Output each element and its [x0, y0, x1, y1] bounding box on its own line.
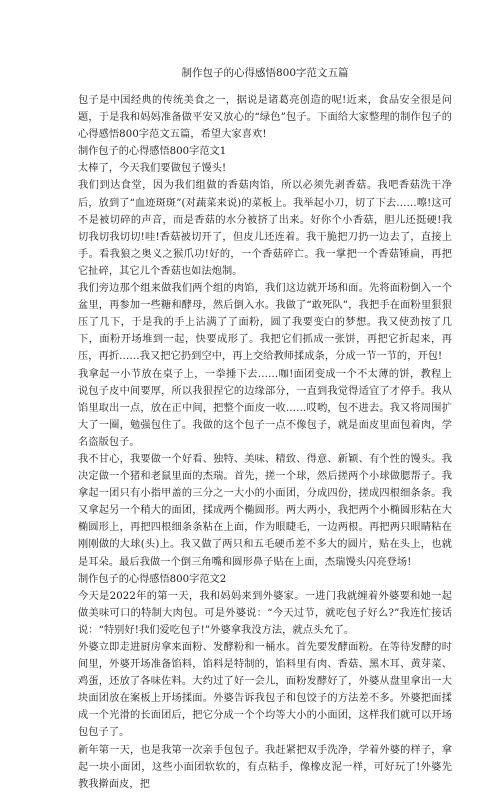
document-title: 制作包子的心得感悟800字范文五篇 — [181, 67, 349, 79]
document-body — [78, 92, 452, 793]
intro-paragraph: 包子是中国经典的传统美食之一，据说是诸葛亮创造的呢!近来，食品安全很是问题，于是我和妈妈准备做平安又放心的“绿色”包子。下面给大家整理的制作包子的心得感悟800字范文五篇，希望大家喜欢! — [78, 95, 452, 141]
body-paragraph: 外婆立即走进厨房拿来面粉、发酵粉和一桶水。首先要发酵面粉。在等待发酵的时间里，外婆开场准备馅料，馅料是特制的，馅料里有肉、香菇、黑木耳、黄芽菜、鸡蛋，还放了各味佐料。大约过了好一会儿，面粉发酵好了，外婆从盘里拿出一大块面团放在案板上开场揉面。外婆告诉我包子和包饺子的方法差不多。外婆把面揉成一个光滑的长面团后，把它分成一个个均等大小的小面团，这样我们就可以开场包包子了。 — [78, 642, 452, 739]
section-heading-1: 制作包子的心得感悟800字范文1 — [78, 146, 227, 158]
body-paragraph: 太棒了，今天我们要做包子馒头! — [78, 163, 227, 175]
section-heading-2: 制作包子的心得感悟800字范文2 — [78, 573, 227, 585]
body-paragraph: 我们旁边那个组来做我们两个组的肉馅，我们这边就开场和面。先将面粉倒入一个盆里，再参加一些糖和酵母，然后倒入水。我做了“敢死队”，我把手在面粉里狠狠压了几下，于是我的手上沾满了了面粉，圆了我要变白的梦想。我又使劲按了几下，面粉开场堆到一起，快要成形了。我把它们抓成一张饼，再把它折起来，再压，再折……我又把它扔到空中，再上交给教师揉成条，分成一节一节的，开包! — [78, 283, 452, 363]
body-paragraph: 我不甘心，我要做一个好看、独特、美味、精致、得意、新颖、有个性的馒头。我决定做一个猪和老鼠里面的杰瑞。首先，搓一个球，然后搓两个小球做腮帮子。我拿起一团只有小指甲盖的三分之一大小的小面团，分成四份，搓成四根细条条。我又拿起另一个稍大的面团，揉成两个椭圆形。两大两小，我把两个小椭圆形粘在大椭圆形上，再把四根细条条粘在上面，作为眼睫毛，一边两根。再把两只眼睛粘在刚刚做的大球(头)上。我又做了两只和五毛硬币差不多大的圆片，贴在头上，也就是耳朵。最后我做一个倒三角嘴和圆形鼻子贴在上面，杰瑞馒头闪亮登场! — [78, 453, 452, 568]
body-paragraph: 我们到达食堂，因为我们组做的香菇肉馅，所以必须先剥香菇。我吧香菇洗干净后，放到了“血迹斑斑”(对蔬菜来说)的菜板上。我举起小刀，切了下去……嚓!这可不是被切碎的声音，而是香菇的水分被挤了出来。好你个小香菇，胆儿还挺硬!我切我切我切切!哇!香菇被切开了，但皮儿还连着。我干脆把刀扔一边去了，直接上手。看我狼之奥义之猴爪功!好的，一个香菇碎亡。我一掌把一个香菇锤扁，再把它扯碎，其它儿个香菇也如法炮制。 — [78, 180, 452, 277]
body-paragraph: 今天是2022年的第一天，我和妈妈来到外婆家。一进门我就缠着外婆要和她一起做美味可口的特制大肉包。可是外婆说：“今天过节，就吃包子好么?”我连忙接话说：“特别好!我们爱吃包子!”外婆拿我没方法，就点头允了。 — [78, 590, 452, 636]
body-paragraph: 新年第一天，也是我第一次亲手包包子。我赶紧把双手洗净，学着外婆的样子，拿起一块小面团，这些小面团软软的，有点粘手，像橡皮泥一样，可好玩了!外婆先教我擀面皮，把 — [78, 744, 452, 790]
body-paragraph: 我拿起一小节放在桌子上，一拳捶下去……咖!面团变成一个不太薄的饼，教程上说包子皮中间要厚，所以我狠捏它的边缘部分，一直到我觉得适宜了才停手。我从馅里取出一点，放在正中间，把整个面皮一收……哎哟，包不进去。我又将周围扩大了一圈，勉强包住了。我做的这个包子一点不像包子，就是面皮里面包着肉，学名盗版包子。 — [78, 368, 452, 448]
